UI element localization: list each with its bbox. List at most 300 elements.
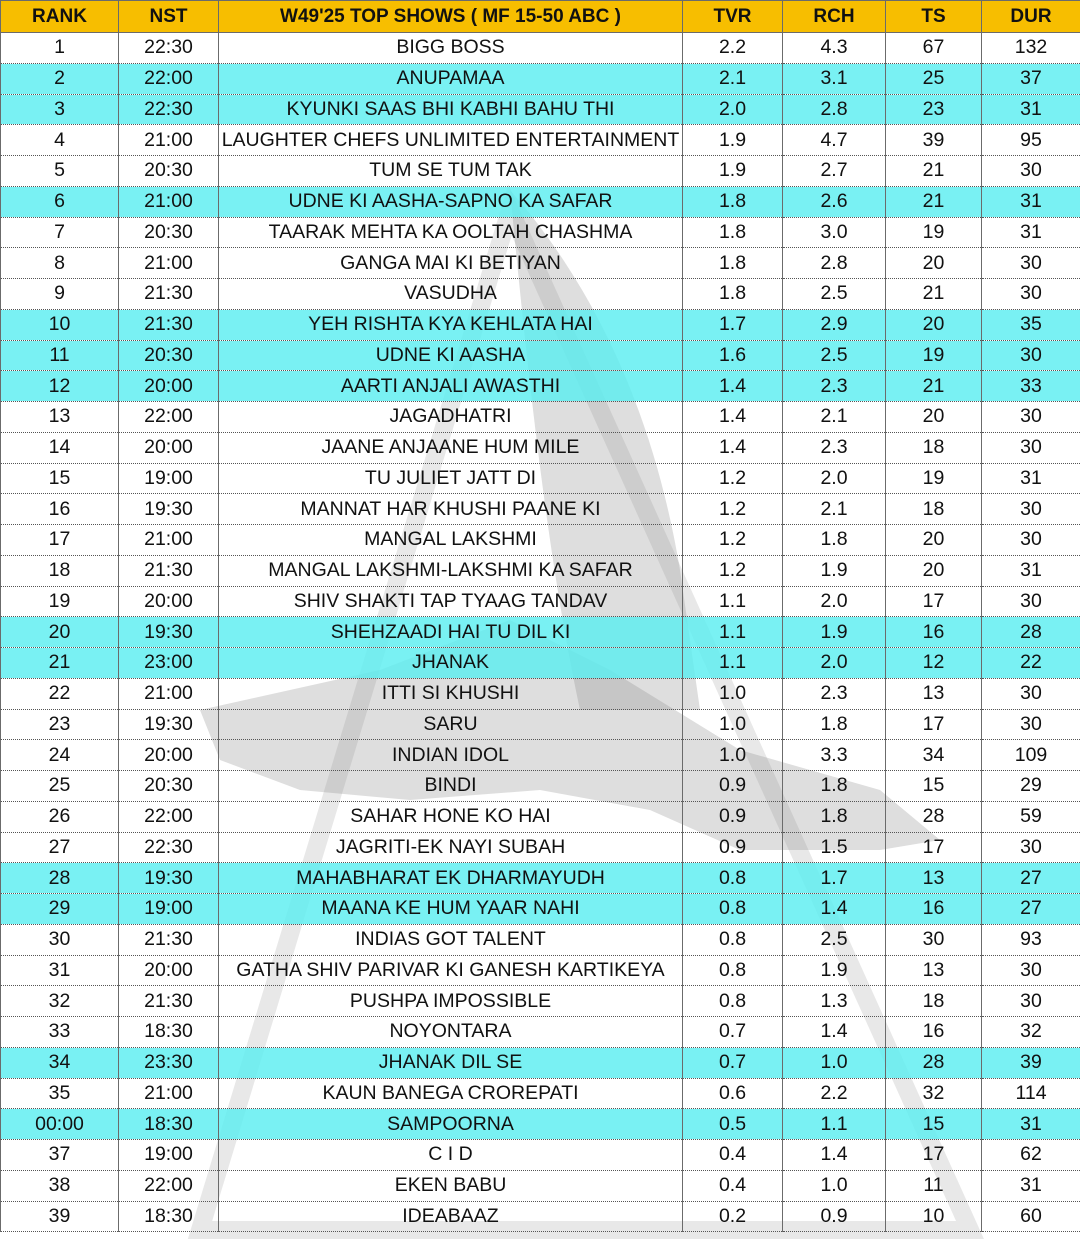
cell-rank: 4 [1,125,119,156]
cell-ts: 19 [886,463,982,494]
cell-tvr: 1.1 [683,617,783,648]
cell-tvr: 1.7 [683,309,783,340]
cell-dur: 60 [982,1201,1080,1232]
cell-rch: 2.1 [783,402,886,433]
cell-nst: 19:30 [119,617,219,648]
cell-show: MAANA KE HUM YAAR NAHI [219,894,683,925]
cell-show: JAANE ANJAANE HUM MILE [219,432,683,463]
cell-rank: 34 [1,1047,119,1078]
cell-show: JAGADHATRI [219,402,683,433]
cell-nst: 20:00 [119,432,219,463]
cell-ts: 13 [886,678,982,709]
table-row [1,1170,1080,1201]
cell-show: SARU [219,709,683,740]
cell-nst: 20:30 [119,156,219,187]
cell-rank: 38 [1,1170,119,1201]
cell-ts: 25 [886,63,982,94]
cell-show: MANGAL LAKSHMI [219,525,683,556]
cell-rank: 28 [1,863,119,894]
cell-tvr: 0.7 [683,1017,783,1048]
cell-show: MANNAT HAR KHUSHI PAANE KI [219,494,683,525]
cell-nst: 21:00 [119,678,219,709]
table-row [1,248,1080,279]
cell-rch: 2.0 [783,463,886,494]
cell-show: JAGRITI-EK NAYI SUBAH [219,832,683,863]
cell-tvr: 0.8 [683,986,783,1017]
cell-nst: 22:30 [119,94,219,125]
cell-dur: 132 [982,33,1080,64]
cell-ts: 28 [886,801,982,832]
cell-rch: 1.0 [783,1047,886,1078]
cell-nst: 20:30 [119,217,219,248]
cell-rank: 20 [1,617,119,648]
table-body [1,33,1080,1232]
cell-ts: 32 [886,1078,982,1109]
cell-ts: 17 [886,832,982,863]
cell-rank: 15 [1,463,119,494]
cell-rch: 2.5 [783,340,886,371]
cell-nst: 21:00 [119,125,219,156]
table-row [1,279,1080,310]
cell-dur: 31 [982,1170,1080,1201]
cell-tvr: 0.8 [683,955,783,986]
cell-ts: 19 [886,340,982,371]
cell-tvr: 0.7 [683,1047,783,1078]
cell-dur: 33 [982,371,1080,402]
cell-nst: 23:00 [119,648,219,679]
cell-tvr: 0.5 [683,1109,783,1140]
cell-show: SHIV SHAKTI TAP TYAAG TANDAV [219,586,683,617]
cell-tvr: 1.4 [683,432,783,463]
cell-rank: 19 [1,586,119,617]
table-row [1,1140,1080,1171]
cell-show: KAUN BANEGA CROREPATI [219,1078,683,1109]
cell-show: TUM SE TUM TAK [219,156,683,187]
cell-rank: 31 [1,955,119,986]
cell-show: ITTI SI KHUSHI [219,678,683,709]
cell-tvr: 0.8 [683,894,783,925]
cell-ts: 21 [886,279,982,310]
cell-tvr: 1.8 [683,279,783,310]
cell-dur: 31 [982,463,1080,494]
cell-rch: 3.3 [783,740,886,771]
cell-show: MANGAL LAKSHMI-LAKSHMI KA SAFAR [219,555,683,586]
cell-nst: 22:00 [119,801,219,832]
cell-ts: 21 [886,186,982,217]
cell-dur: 95 [982,125,1080,156]
cell-rch: 1.8 [783,709,886,740]
cell-show: UDNE KI AASHA [219,340,683,371]
column-header-dur: DUR [982,1,1080,33]
cell-ts: 21 [886,371,982,402]
cell-show: INDIAN IDOL [219,740,683,771]
cell-ts: 30 [886,924,982,955]
cell-rank: 16 [1,494,119,525]
cell-dur: 30 [982,678,1080,709]
cell-rch: 1.8 [783,771,886,802]
cell-rank: 32 [1,986,119,1017]
cell-rank: 30 [1,924,119,955]
cell-show: LAUGHTER CHEFS UNLIMITED ENTERTAINMENT [219,125,683,156]
cell-dur: 114 [982,1078,1080,1109]
cell-dur: 31 [982,217,1080,248]
table-row [1,832,1080,863]
cell-rank: 23 [1,709,119,740]
cell-nst: 19:30 [119,863,219,894]
cell-ts: 13 [886,863,982,894]
table-row [1,371,1080,402]
cell-tvr: 1.4 [683,371,783,402]
cell-dur: 31 [982,1109,1080,1140]
cell-nst: 21:00 [119,248,219,279]
cell-tvr: 0.8 [683,924,783,955]
cell-tvr: 1.2 [683,555,783,586]
cell-show: PUSHPA IMPOSSIBLE [219,986,683,1017]
cell-rch: 1.9 [783,555,886,586]
cell-rch: 1.4 [783,1140,886,1171]
cell-show: VASUDHA [219,279,683,310]
cell-rch: 1.9 [783,617,886,648]
cell-ts: 16 [886,617,982,648]
cell-ts: 11 [886,1170,982,1201]
cell-ts: 17 [886,709,982,740]
cell-ts: 20 [886,309,982,340]
cell-nst: 19:00 [119,1140,219,1171]
cell-rank: 12 [1,371,119,402]
cell-ts: 15 [886,771,982,802]
table-row [1,586,1080,617]
cell-rch: 2.6 [783,186,886,217]
table-row [1,894,1080,925]
cell-dur: 28 [982,617,1080,648]
cell-show: ANUPAMAA [219,63,683,94]
table-row [1,1109,1080,1140]
cell-tvr: 0.8 [683,863,783,894]
cell-rank: 2 [1,63,119,94]
cell-tvr: 2.2 [683,33,783,64]
cell-rank: 13 [1,402,119,433]
cell-rank: 3 [1,94,119,125]
cell-dur: 93 [982,924,1080,955]
cell-tvr: 1.4 [683,402,783,433]
cell-show: BINDI [219,771,683,802]
cell-rank: 21 [1,648,119,679]
cell-show: SAMPOORNA [219,1109,683,1140]
cell-tvr: 1.8 [683,186,783,217]
cell-rank: 8 [1,248,119,279]
table-row [1,986,1080,1017]
cell-rch: 1.5 [783,832,886,863]
cell-show: JHANAK [219,648,683,679]
cell-rch: 2.3 [783,432,886,463]
cell-rank: 37 [1,1140,119,1171]
cell-tvr: 1.0 [683,740,783,771]
cell-dur: 27 [982,894,1080,925]
cell-rch: 2.5 [783,279,886,310]
cell-dur: 27 [982,863,1080,894]
cell-tvr: 1.6 [683,340,783,371]
cell-dur: 39 [982,1047,1080,1078]
cell-rank: 11 [1,340,119,371]
cell-nst: 19:00 [119,463,219,494]
cell-dur: 29 [982,771,1080,802]
cell-rch: 2.3 [783,371,886,402]
table-row [1,924,1080,955]
cell-dur: 30 [982,432,1080,463]
table-row [1,1017,1080,1048]
cell-nst: 22:00 [119,402,219,433]
table-row [1,186,1080,217]
table-row [1,94,1080,125]
cell-ts: 19 [886,217,982,248]
cell-tvr: 1.8 [683,248,783,279]
cell-ts: 39 [886,125,982,156]
cell-rch: 1.4 [783,894,886,925]
table-row [1,955,1080,986]
cell-show: KYUNKI SAAS BHI KABHI BAHU THI [219,94,683,125]
cell-tvr: 1.0 [683,678,783,709]
cell-tvr: 1.1 [683,586,783,617]
cell-nst: 22:00 [119,63,219,94]
cell-dur: 30 [982,340,1080,371]
cell-show: C I D [219,1140,683,1171]
table-row [1,463,1080,494]
cell-dur: 30 [982,955,1080,986]
cell-rank: 39 [1,1201,119,1232]
cell-rch: 1.7 [783,863,886,894]
cell-ts: 16 [886,1017,982,1048]
cell-dur: 30 [982,709,1080,740]
cell-tvr: 1.9 [683,125,783,156]
table-row [1,617,1080,648]
cell-nst: 19:00 [119,894,219,925]
table-row [1,432,1080,463]
cell-rch: 3.1 [783,63,886,94]
cell-dur: 31 [982,186,1080,217]
cell-show: JHANAK DIL SE [219,1047,683,1078]
cell-dur: 32 [982,1017,1080,1048]
cell-nst: 21:00 [119,1078,219,1109]
table-header-row [1,1,1080,33]
cell-show: BIGG BOSS [219,33,683,64]
cell-rank: 26 [1,801,119,832]
cell-rank: 22 [1,678,119,709]
cell-rch: 1.8 [783,525,886,556]
table-row [1,156,1080,187]
table-row [1,1201,1080,1232]
cell-nst: 18:30 [119,1201,219,1232]
cell-ts: 15 [886,1109,982,1140]
cell-rch: 3.0 [783,217,886,248]
cell-rank: 10 [1,309,119,340]
cell-ts: 20 [886,555,982,586]
cell-ts: 17 [886,1140,982,1171]
cell-tvr: 0.9 [683,832,783,863]
cell-nst: 21:30 [119,279,219,310]
column-header-tvr: TVR [683,1,783,33]
cell-show: INDIAS GOT TALENT [219,924,683,955]
cell-nst: 21:30 [119,555,219,586]
cell-show: AARTI ANJALI AWASTHI [219,371,683,402]
cell-dur: 31 [982,94,1080,125]
table-row [1,309,1080,340]
cell-tvr: 2.1 [683,63,783,94]
table-row [1,494,1080,525]
cell-dur: 35 [982,309,1080,340]
cell-dur: 30 [982,279,1080,310]
cell-tvr: 0.4 [683,1140,783,1171]
cell-nst: 20:30 [119,340,219,371]
cell-nst: 21:30 [119,309,219,340]
cell-rch: 1.4 [783,1017,886,1048]
cell-dur: 30 [982,832,1080,863]
cell-rank: 33 [1,1017,119,1048]
table-row [1,555,1080,586]
cell-nst: 21:30 [119,986,219,1017]
cell-nst: 18:30 [119,1109,219,1140]
cell-rch: 2.1 [783,494,886,525]
cell-tvr: 0.2 [683,1201,783,1232]
cell-dur: 22 [982,648,1080,679]
cell-rch: 2.9 [783,309,886,340]
cell-nst: 22:30 [119,832,219,863]
cell-rank: 5 [1,156,119,187]
table-row [1,125,1080,156]
cell-dur: 30 [982,986,1080,1017]
cell-dur: 30 [982,586,1080,617]
cell-rch: 1.9 [783,955,886,986]
cell-ts: 23 [886,94,982,125]
cell-rank: 35 [1,1078,119,1109]
cell-rch: 1.1 [783,1109,886,1140]
cell-ts: 10 [886,1201,982,1232]
cell-dur: 30 [982,156,1080,187]
cell-rank: 7 [1,217,119,248]
cell-nst: 20:00 [119,955,219,986]
cell-nst: 21:00 [119,525,219,556]
cell-rch: 0.9 [783,1201,886,1232]
cell-dur: 30 [982,525,1080,556]
table-row [1,525,1080,556]
cell-nst: 20:00 [119,371,219,402]
cell-rank: 25 [1,771,119,802]
cell-rch: 4.3 [783,33,886,64]
table-row [1,740,1080,771]
cell-rch: 2.8 [783,94,886,125]
cell-show: GATHA SHIV PARIVAR KI GANESH KARTIKEYA [219,955,683,986]
cell-nst: 21:30 [119,924,219,955]
cell-tvr: 0.6 [683,1078,783,1109]
cell-show: IDEABAAZ [219,1201,683,1232]
cell-rank: 24 [1,740,119,771]
column-header-nst: NST [119,1,219,33]
cell-dur: 109 [982,740,1080,771]
cell-rch: 2.8 [783,248,886,279]
cell-ts: 13 [886,955,982,986]
cell-ts: 20 [886,402,982,433]
cell-rch: 2.3 [783,678,886,709]
cell-dur: 30 [982,494,1080,525]
cell-show: SHEHZAADI HAI TU DIL KI [219,617,683,648]
cell-ts: 18 [886,986,982,1017]
cell-rank: 17 [1,525,119,556]
cell-nst: 20:00 [119,740,219,771]
cell-dur: 30 [982,248,1080,279]
cell-dur: 62 [982,1140,1080,1171]
table-row [1,709,1080,740]
table-row [1,1078,1080,1109]
cell-nst: 21:00 [119,186,219,217]
cell-ts: 34 [886,740,982,771]
cell-nst: 18:30 [119,1017,219,1048]
table-row [1,402,1080,433]
cell-show: SAHAR HONE KO HAI [219,801,683,832]
column-header-ts: TS [886,1,982,33]
cell-nst: 22:30 [119,33,219,64]
cell-rank: 00:00 [1,1109,119,1140]
cell-rank: 9 [1,279,119,310]
cell-dur: 59 [982,801,1080,832]
cell-ts: 12 [886,648,982,679]
cell-nst: 23:30 [119,1047,219,1078]
cell-ts: 67 [886,33,982,64]
table-row [1,340,1080,371]
cell-rank: 29 [1,894,119,925]
cell-rch: 1.3 [783,986,886,1017]
table-row [1,678,1080,709]
cell-nst: 19:30 [119,709,219,740]
cell-show: YEH RISHTA KYA KEHLATA HAI [219,309,683,340]
cell-ts: 28 [886,1047,982,1078]
cell-rank: 18 [1,555,119,586]
cell-dur: 31 [982,555,1080,586]
cell-rch: 2.2 [783,1078,886,1109]
cell-tvr: 2.0 [683,94,783,125]
column-header-rank: RANK [1,1,119,33]
cell-rch: 2.0 [783,586,886,617]
cell-ts: 18 [886,432,982,463]
column-header-show: W49'25 TOP SHOWS ( MF 15-50 ABC ) [219,1,683,33]
cell-ts: 20 [886,525,982,556]
cell-rank: 27 [1,832,119,863]
cell-show: MAHABHARAT EK DHARMAYUDH [219,863,683,894]
cell-show: TU JULIET JATT DI [219,463,683,494]
cell-rank: 1 [1,33,119,64]
cell-tvr: 1.1 [683,648,783,679]
cell-show: EKEN BABU [219,1170,683,1201]
cell-rch: 1.0 [783,1170,886,1201]
cell-tvr: 1.2 [683,525,783,556]
table-row [1,863,1080,894]
table-row [1,217,1080,248]
column-header-rch: RCH [783,1,886,33]
cell-ts: 21 [886,156,982,187]
cell-tvr: 0.4 [683,1170,783,1201]
cell-ts: 18 [886,494,982,525]
cell-ts: 20 [886,248,982,279]
table-row [1,63,1080,94]
cell-nst: 20:00 [119,586,219,617]
table-row [1,801,1080,832]
cell-rank: 14 [1,432,119,463]
cell-rch: 4.7 [783,125,886,156]
cell-tvr: 0.9 [683,771,783,802]
cell-rank: 6 [1,186,119,217]
cell-tvr: 1.2 [683,494,783,525]
cell-show: GANGA MAI KI BETIYAN [219,248,683,279]
cell-ts: 16 [886,894,982,925]
table-row [1,771,1080,802]
